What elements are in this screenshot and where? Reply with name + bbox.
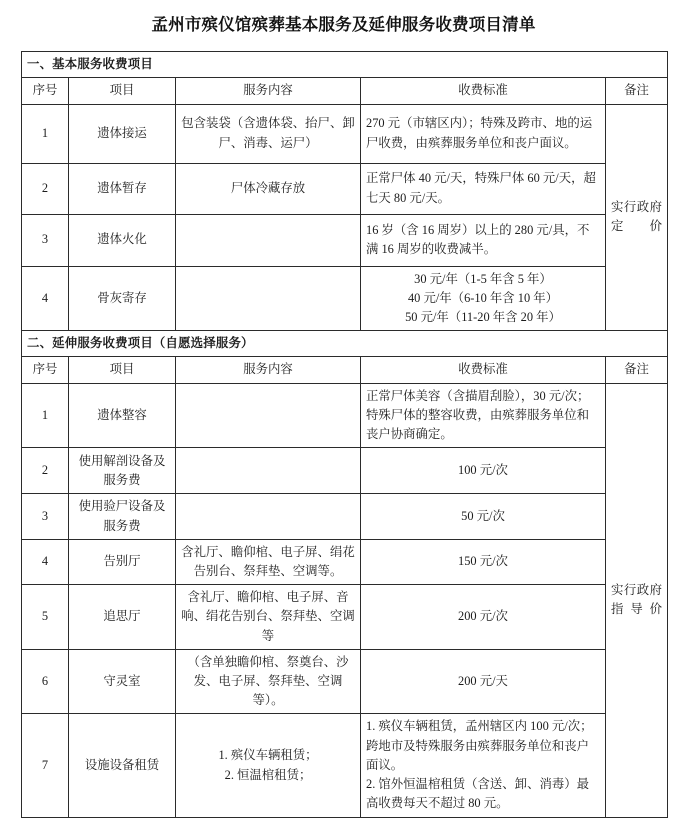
table-row	[22, 539, 668, 584]
row-no: 2	[22, 163, 69, 214]
row-fee: 正常尸体美容（含描眉刮脸），30 元/次；特殊尸体的整容收费，由殡葬服务单位和丧户协商确定。	[361, 383, 606, 448]
row-item: 使用解剖设备及服务费	[69, 448, 176, 494]
row-no: 5	[22, 585, 69, 650]
table-row	[22, 163, 668, 214]
row-no: 1	[22, 383, 69, 448]
row-service	[176, 383, 361, 448]
row-service	[176, 448, 361, 494]
row-item: 遗体接运	[69, 104, 176, 163]
column-header-remark: 备注	[606, 357, 668, 383]
table-row	[22, 494, 668, 539]
fee-line: 30 元/年（1-5 年含 5 年）	[414, 271, 552, 286]
row-no: 4	[22, 266, 69, 331]
row-fee: 16 岁（含 16 周岁）以上的 280 元/具，不满 16 周岁的收费减半。	[361, 214, 606, 266]
column-header-item: 项目	[69, 78, 176, 104]
column-header-fee-standard: 收费标准	[361, 78, 606, 104]
section-header-row	[22, 331, 668, 357]
row-fee: 270 元（市辖区内）；特殊及跨市、地的运尸收费，由殡葬服务单位和丧户面议。	[361, 104, 606, 163]
table-row	[22, 383, 668, 448]
section-heading-extended: 二、延伸服务收费项目（自愿选择服务）	[22, 331, 668, 357]
fee-schedule-table	[21, 51, 668, 817]
column-header-service-content: 服务内容	[176, 78, 361, 104]
column-header-fee-standard: 收费标准	[361, 357, 606, 383]
row-item: 追思厅	[69, 585, 176, 650]
fee-line: 40 元/年（6-10 年含 10 年）	[407, 290, 559, 305]
service-line: 2. 恒温棺租赁；	[224, 767, 312, 782]
fee-line: 50 元/年（11-20 年含 20 年）	[405, 309, 561, 324]
section-header-row	[22, 52, 668, 78]
table-row	[22, 448, 668, 494]
fee-line: 1. 殡仪车辆租赁，孟州辖区内 100 元/次；跨地市及特殊服务由殡葬服务单位和丧户面议。	[366, 719, 593, 772]
table-row	[22, 266, 668, 331]
row-fee: 100 元/次	[361, 448, 606, 494]
table-row	[22, 585, 668, 650]
row-service: 含礼厅、瞻仰棺、电子屏、绢花告别台、祭拜垫、空调等。	[176, 539, 361, 584]
row-fee	[361, 714, 606, 817]
row-fee: 200 元/次	[361, 585, 606, 650]
row-item: 告别厅	[69, 539, 176, 584]
section-heading-basic: 一、基本服务收费项目	[22, 52, 668, 78]
table-row	[22, 714, 668, 817]
table-row	[22, 649, 668, 714]
row-service	[176, 214, 361, 266]
remark-text: 实行政府定价	[611, 200, 663, 234]
row-fee: 150 元/次	[361, 539, 606, 584]
row-service: 尸体冷藏存放	[176, 163, 361, 214]
row-service	[176, 714, 361, 817]
column-header-no: 序号	[22, 78, 69, 104]
row-item: 设施设备租赁	[69, 714, 176, 817]
row-service	[176, 266, 361, 331]
remark-cell-basic	[606, 104, 668, 331]
row-service: 含礼厅、瞻仰棺、电子屏、音响、绢花告别台、祭拜垫、空调等	[176, 585, 361, 650]
table-row	[22, 214, 668, 266]
row-fee: 正常尸体 40 元/天，特殊尸体 60 元/天，超七天 80 元/天。	[361, 163, 606, 214]
row-item: 守灵室	[69, 649, 176, 714]
row-no: 4	[22, 539, 69, 584]
row-no: 3	[22, 494, 69, 539]
row-no: 6	[22, 649, 69, 714]
row-fee: 200 元/天	[361, 649, 606, 714]
table-row	[22, 104, 668, 163]
remark-text: 实行政府指导价	[611, 582, 663, 617]
page-title: 孟州市殡仪馆殡葬基本服务及延伸服务收费项目清单	[151, 16, 536, 34]
row-no: 7	[22, 714, 69, 817]
row-fee	[361, 266, 606, 331]
row-item: 遗体火化	[69, 214, 176, 266]
row-no: 1	[22, 104, 69, 163]
service-line: 1. 殡仪车辆租赁；	[218, 748, 318, 763]
row-item: 遗体整容	[69, 383, 176, 448]
row-service: 包含装袋（含遗体袋、抬尸、卸尸、消毒、运尸）	[176, 104, 361, 163]
row-no: 3	[22, 214, 69, 266]
row-item: 使用验尸设备及服务费	[69, 494, 176, 539]
row-item: 骨灰寄存	[69, 266, 176, 331]
column-header-service-content: 服务内容	[176, 357, 361, 383]
row-no: 2	[22, 448, 69, 494]
column-header-row	[22, 357, 668, 383]
fee-line: 2. 馆外恒温棺租赁（含送、卸、消毒）最高收费每天不超过 80 元。	[366, 777, 590, 811]
column-header-no: 序号	[22, 357, 69, 383]
row-service	[176, 494, 361, 539]
row-item: 遗体暂存	[69, 163, 176, 214]
column-header-row	[22, 78, 668, 104]
row-service: （含单独瞻仰棺、祭奠台、沙发、电子屏、祭拜垫、空调等）。	[176, 649, 361, 714]
remark-cell-extended	[606, 383, 668, 817]
column-header-remark: 备注	[606, 78, 668, 104]
column-header-item: 项目	[69, 357, 176, 383]
row-fee: 50 元/次	[361, 494, 606, 539]
